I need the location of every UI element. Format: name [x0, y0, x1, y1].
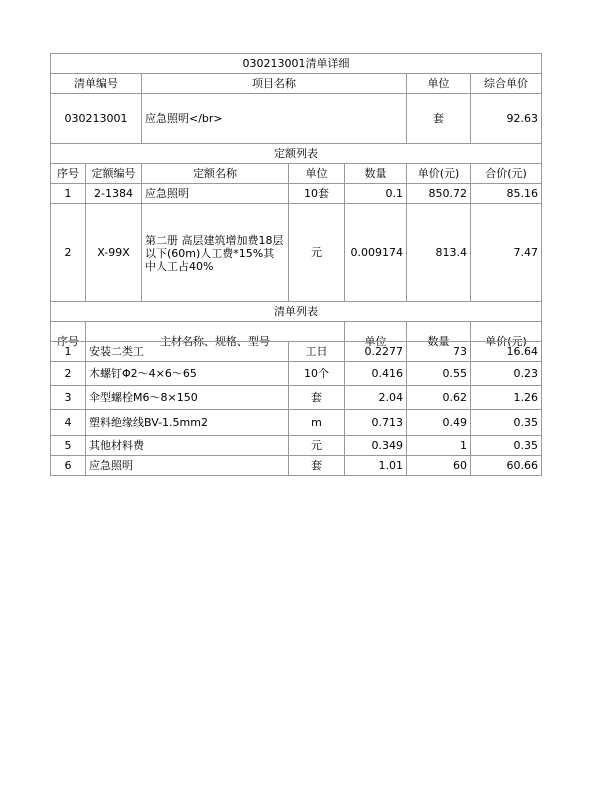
mat-price: 0.49: [407, 410, 471, 436]
quota-unit: 元: [289, 204, 345, 302]
quota-total: 7.47: [471, 204, 542, 302]
quota-col-unit: 单位: [289, 164, 345, 184]
mat-qty: 0.713: [345, 410, 407, 436]
mat-price: 60: [407, 456, 471, 476]
quota-name: 第二册 高层建筑增加费18层以下(60m)人工费*15%其中人工占40%: [142, 204, 289, 302]
mat-total: 16.64: [471, 342, 542, 362]
table-row: [51, 204, 542, 302]
mat-name: 其他材料费: [86, 436, 289, 456]
mat-no: 2: [51, 362, 86, 386]
mat-qty: 0.349: [345, 436, 407, 456]
quota-col-price: 单价(元): [407, 164, 471, 184]
table-row: [51, 362, 542, 386]
unit-header: 单位: [407, 74, 471, 94]
mat-qty: 0.2277: [345, 342, 407, 362]
materials-table: [50, 341, 542, 476]
bill-unit: 套: [407, 94, 471, 144]
mat-price: 73: [407, 342, 471, 362]
mat-qty: 2.04: [345, 386, 407, 410]
mat-no: 3: [51, 386, 86, 410]
mat-qty: 0.416: [345, 362, 407, 386]
price-header: 综合单价: [471, 74, 542, 94]
mat-total: 0.35: [471, 436, 542, 456]
mat-price: 0.55: [407, 362, 471, 386]
quota-code: 2-1384: [86, 184, 142, 204]
quota-section-title: 定额列表: [51, 144, 542, 164]
mat-name: 伞型螺栓M6～8×150: [86, 386, 289, 410]
quota-unit: 10套: [289, 184, 345, 204]
table-row: [51, 410, 542, 436]
mat-name: 塑料绝缘线BV-1.5mm2: [86, 410, 289, 436]
table-row: [51, 184, 542, 204]
table-row: [51, 386, 542, 410]
name-header: 项目名称: [142, 74, 407, 94]
mat-col-price: 单价(元): [471, 322, 542, 362]
quota-qty: 0.1: [345, 184, 407, 204]
mat-unit: 元: [289, 436, 345, 456]
quota-col-qty: 数量: [345, 164, 407, 184]
quota-qty: 0.009174: [345, 204, 407, 302]
quota-col-code: 定额编号: [86, 164, 142, 184]
mat-unit: 10个: [289, 362, 345, 386]
mat-total: 0.23: [471, 362, 542, 386]
mat-qty: 1.01: [345, 456, 407, 476]
mat-unit: 套: [289, 386, 345, 410]
mat-name: 安装二类工: [86, 342, 289, 362]
mat-unit: 套: [289, 456, 345, 476]
mat-col-no: 序号: [51, 322, 86, 362]
mat-no: 4: [51, 410, 86, 436]
mat-col-unit-visible: 单位: [345, 322, 407, 362]
page-title: 030213001清单详细: [51, 54, 542, 74]
table-row: [51, 436, 542, 456]
mat-unit: m: [289, 410, 345, 436]
mat-total: 60.66: [471, 456, 542, 476]
quota-col-name: 定额名称: [142, 164, 289, 184]
quota-price: 850.72: [407, 184, 471, 204]
quota-code: X-99X: [86, 204, 142, 302]
mat-name: 应急照明: [86, 456, 289, 476]
mat-no: 1: [51, 342, 86, 362]
mat-col-name: 主材名称、规格、型号: [86, 322, 345, 362]
quota-col-no: 序号: [51, 164, 86, 184]
mat-unit: 工日: [289, 342, 345, 362]
mat-col-qty: 数量: [407, 322, 471, 362]
table-row: [51, 342, 542, 362]
materials-section-title: 清单列表: [51, 302, 542, 322]
bill-name: 应急照明</br>: [142, 94, 407, 144]
code-header: 清单编号: [51, 74, 142, 94]
table-row: [51, 456, 542, 476]
bill-detail-table: [50, 53, 542, 362]
mat-no: 5: [51, 436, 86, 456]
mat-total: 1.26: [471, 386, 542, 410]
mat-price: 0.62: [407, 386, 471, 410]
mat-total: 0.35: [471, 410, 542, 436]
quota-col-total: 合价(元): [471, 164, 542, 184]
mat-no: 6: [51, 456, 86, 476]
mat-name: 木螺钉Φ2～4×6～65: [86, 362, 289, 386]
quota-name: 应急照明: [142, 184, 289, 204]
bill-code: 030213001: [51, 94, 142, 144]
quota-no: 1: [51, 184, 86, 204]
quota-price: 813.4: [407, 204, 471, 302]
quota-total: 85.16: [471, 184, 542, 204]
mat-price: 1: [407, 436, 471, 456]
bill-price: 92.63: [471, 94, 542, 144]
quota-no: 2: [51, 204, 86, 302]
